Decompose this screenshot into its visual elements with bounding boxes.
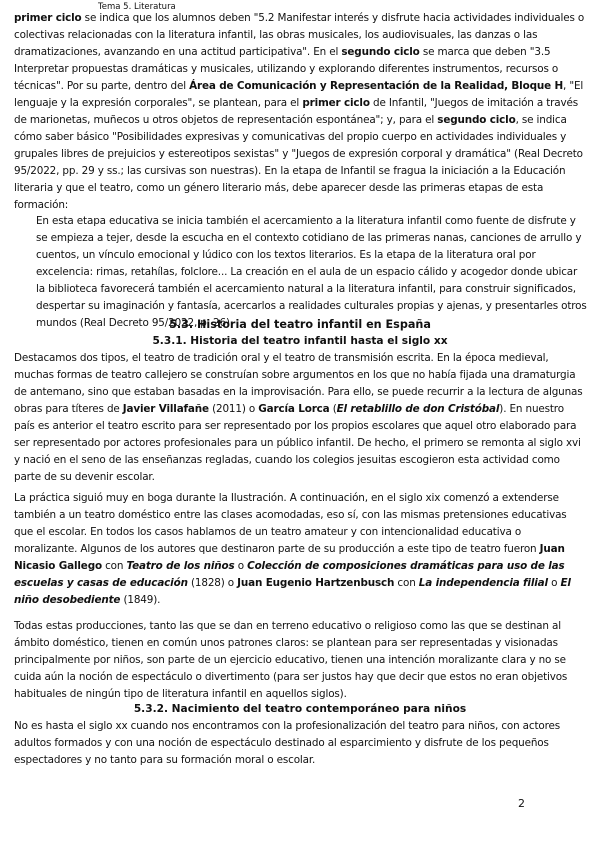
paragraph-oral-written-theatre bbox=[14, 350, 587, 486]
section-heading-5-3: 5.3. Historia del teatro infantil en España bbox=[169, 318, 431, 331]
text-run: ( bbox=[329, 403, 337, 415]
bold-run: segundo ciclo bbox=[437, 114, 516, 126]
text-run: o bbox=[234, 560, 248, 572]
text-run: con bbox=[394, 577, 419, 589]
bold-run: García Lorca bbox=[258, 403, 330, 415]
paragraph-common-patterns bbox=[14, 618, 587, 703]
text-run: o bbox=[547, 577, 561, 589]
text-run: ). En nuestro país es anterior el teatro escrito para ser representado por los propios escolares que aquel otro elaborado para ser representado por actores profesionales para un público infantil. De hecho, el primero se remonta al siglo xvi y nació en el seno de las enseñanzas regladas, cuando los colegios jesuitas escogieron esta actividad como parte de su devenir escolar. bbox=[14, 403, 581, 483]
bold-run: primer ciclo bbox=[14, 12, 82, 24]
title-run: La independencia filial bbox=[418, 577, 548, 589]
bold-run: Javier Villafañe bbox=[122, 403, 209, 415]
subsection-heading-5-3-1: 5.3.1. Historia del teatro infantil hasta el siglo xx bbox=[152, 335, 448, 347]
paragraph-curriculum bbox=[14, 10, 587, 214]
text-run: se indica que los alumnos deben "5.2 Manifestar interés y disfrute hacia actividades individuales o colectivas relacionadas con la literatura infantil, las obras musicales, los audiovisuales, las danzas o las dramatizaciones, avanzando en una actitud participativa". En el bbox=[14, 12, 585, 58]
bold-run: Juan Eugenio Hartzenbusch bbox=[237, 577, 395, 589]
text-run: Todas estas producciones, tanto las que se dan en terreno educativo o religioso como las que se destinan al ámbito doméstico, tienen en común unos patrones claros: se plantean para ser representadas y visionadas principalmente por niños, son parte de un ejercicio educativo, tienen una intención moralizante clara y no se cuida aún la noción de espectáculo o divertimento (para ser justos hay que decir que estos no eran objetivos habituales de ningún tipo de literatura infantil en aquellos siglos). bbox=[14, 620, 568, 700]
text-run: (2011) o bbox=[208, 403, 259, 415]
title-run: El niño desobediente bbox=[14, 577, 571, 606]
bold-run: segundo ciclo bbox=[341, 46, 420, 58]
text-run: de Infantil, "Juegos de imitación a través de marionetas, muñecos u otros objetos de representación espontánea"; y, para el bbox=[14, 97, 579, 126]
text-run: La práctica siguió muy en boga durante la Ilustración. A continuación, en el siglo xix comenzó a extenderse también a un teatro doméstico entre las clases acomodadas, eso sí, con las mismas pretensiones educativas que el escolar. En todos los casos hablamos de un teatro amateur y con intencionalidad educativa o moralizante. Algunos de los autores que destinaron parte de su producción a este tipo de teatro fueron bbox=[14, 492, 567, 555]
bold-run: Área de Comunicación y Representación de la Realidad, Bloque H bbox=[189, 80, 564, 92]
title-run: Teatro de los niños bbox=[126, 560, 235, 572]
subsection-heading-5-3-2: 5.3.2. Nacimiento del teatro contemporáneo para niños bbox=[133, 703, 467, 715]
paragraph-illustration bbox=[14, 490, 587, 609]
text-run: , "El lenguaje y la expresión corporales", se plantean, para el bbox=[14, 80, 584, 109]
text-run: (1849). bbox=[120, 594, 161, 606]
text-run: con bbox=[101, 560, 127, 572]
text-run: Destacamos dos tipos, el teatro de tradición oral y el teatro de transmisión escrita. En la época medieval, muchas formas de teatro callejero se construían sobre argumentos en los que no había fijada una dramaturgia de antemano, sino que estaban basadas en la improvisación. Para ello, se puede recurrir a la lectura de algunas obras para títeres de bbox=[14, 352, 583, 415]
text-run: No es hasta el siglo xx cuando nos encontramos con la profesionalización del teatro para niños, con actores adultos formados y con una noción de espectáculo destinado al esparcimiento y disfrute de los pequeños espectadores y no tanto para su formación moral o escolar. bbox=[14, 720, 560, 766]
bold-run: Juan Nicasio Gallego bbox=[14, 543, 565, 572]
page-number: 2 bbox=[518, 797, 525, 810]
paragraph-contemporary-theatre bbox=[14, 718, 587, 769]
block-quote: En esta etapa educativa se inicia también el acercamiento a la literatura infantil como fuente de disfrute y se empieza a tejer, desde la escucha en el contexto cotidiano de las primeras nanas, canciones de arrullo y cuentos, un vínculo emocional y lúdico con los textos literarios. Es la etapa de la literatura oral por excelencia: rimas, retahílas, folclore... La creación en el aula de un espacio cálido y acogedor donde ubicar la biblioteca favorecerá también el acercamiento natural a la literatura infantil, para construir significados, despertar su imaginación y fantasía, acercarlos a realidades culturales propias y ajenas, y presentarles otros mundos (Real Decreto 95/2022, p. 26). bbox=[36, 215, 587, 329]
bold-run: primer ciclo bbox=[302, 97, 370, 109]
text-run: , se indica cómo saber básico "Posibilidades expresivas y comunicativas del propio cuerpo en actividades individuales y grupales libres de prejuicios y estereotipos sexistas" y "Juegos de expresión corporal y dramática" (Real Decreto 95/2022, pp. 29 y ss.; las cursivas son nuestras). En la etapa de Infantil se fragua la iniciación a la Educación literaria y que el teatro, como un género literario más, debe aparecer desde las primeras etapas de esta formación: bbox=[14, 114, 583, 211]
text-run: (1828) o bbox=[187, 577, 238, 589]
running-header: Tema 5. Literatura bbox=[98, 2, 176, 12]
title-run: El retablillo de don Cristóbal bbox=[336, 403, 500, 415]
title-run: Colección de composiciones dramáticas para uso de las escuelas y casas de educación bbox=[14, 560, 565, 589]
text-run: se marca que deben "3.5 Interpretar propuestas dramáticas y musicales, utilizando y explorando diferentes instrumentos, recursos o técnicas". Por su parte, dentro del bbox=[14, 46, 559, 92]
